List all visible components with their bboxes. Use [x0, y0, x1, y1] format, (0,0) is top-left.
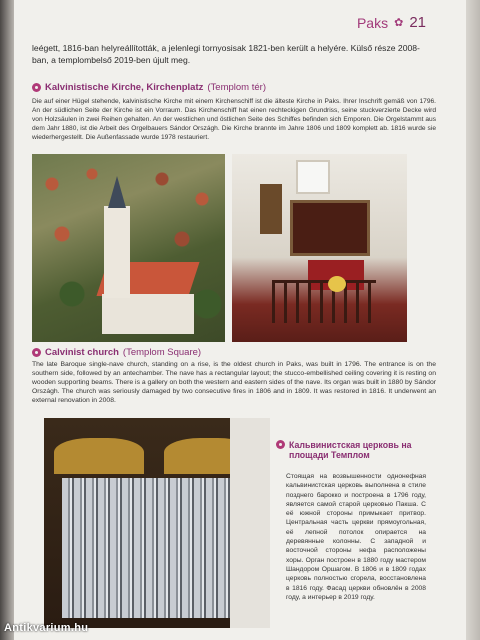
russian-section-title [276, 440, 439, 460]
russian-title-text: Кальвинистская церковь на площади Темплом [289, 440, 412, 460]
page-header [357, 14, 426, 31]
church-tower [104, 206, 130, 298]
interior-hymn-board [290, 200, 370, 256]
page-edge [466, 0, 480, 640]
flower-icon: ✿ [394, 17, 404, 29]
interior-pulpit [260, 184, 282, 234]
german-title-text: Kalvinistische Kirche, Kirchenplatz [45, 82, 204, 93]
watermark-logo: Antikvarium.hu [4, 622, 89, 634]
english-section-title [32, 347, 201, 358]
location-pin-icon [32, 348, 41, 357]
interior-window [296, 160, 330, 194]
russian-paragraph: Стоящая на возвышенности однонефная кальвинистская церковь выполнена в стиле позднего барокко и построена в 1796 году, является самой старой церковью Пакша. С её южной стороны примыкает притвор. Центральная часть церкви прямоугольная, её лепной потолок опирается на деревянные колонны. С западной и восточной стороны нефа расположены хоры. Орган построен в 1880 году мастером Шандором Оршагом. В 1806 и в 1809 годах церковь полностью сгорела, восстановлена в 1816 году. Фасад церкви обновлён в 2008 году, а интерьер в 2019 году. [286, 473, 426, 601]
organ-photo [44, 418, 270, 628]
flower-vase [328, 276, 346, 292]
location-pin-icon [276, 440, 285, 449]
book-page [14, 0, 480, 640]
location-pin-icon [32, 83, 41, 92]
english-title-text: Calvinist church [45, 347, 119, 358]
intro-paragraph: leégett, 1816-ban helyreállították, a jelenlegi tornyosisak 1821-ben került a helyére. Külső része 2008-ban, a templombelső 2019-ben újult meg. [32, 43, 420, 65]
section-title: Paks [356, 14, 389, 31]
english-title-sub: (Templom Square) [122, 347, 202, 358]
german-section-title [32, 82, 266, 93]
organ-pipes [62, 478, 252, 618]
page-number: 21 [409, 14, 426, 31]
church-interior-photo [232, 154, 407, 342]
book-spine [0, 0, 14, 640]
organ-gold-ornament-left [54, 438, 144, 474]
german-paragraph: Die auf einer Hügel stehende, kalvinistische Kirche mit einem Kirchenschiff ist die älteste Kirche in Paks. Ihrer Inschrift gemäß von 1796. An der südlichen Seite der Kirche ist ein Vorraum. Das Kirchenschiff hat einen rechteckigen Grundriss, seine stuckverzierte Decke wird von Holzsäulen in zwei Reihen gehalten. An der westlichen und östlichen Seite des Schiffes befinden sich Emporen. Die Orgelstammt aus dem Jahr 1880, ist die Arbeit des Orgelbauers Sándor Országh. Die Kirche brannte im Jahre 1806 und 1809 komplett ab. 1816 wurde sie wiederhergestellt. Die Außenfassade wurde 1978 restauriert. [32, 98, 436, 141]
altar-rail [272, 280, 376, 323]
church-wall [102, 294, 194, 334]
german-title-sub: (Templom tér) [207, 82, 266, 93]
english-paragraph: The late Baroque single-nave church, standing on a rise, is the oldest church in Paks, was built in 1796. The entrance is on the southern side, followed by an antechamber. The nave has a rectangular layout; the stucco-embellished ceiling covering it is resting on wooden supporting beams. There is a gallery on both the western and eastern sides of the nave. Its organ was built in 1880 by Sándor Országh. The church was seriously damaged by two consecutive fires in 1806 and in 1809. It was restored in 1816. It underwent an external renovation in 2008. [32, 361, 436, 405]
aerial-church-photo [32, 154, 225, 342]
organ-side-wall [230, 418, 270, 628]
